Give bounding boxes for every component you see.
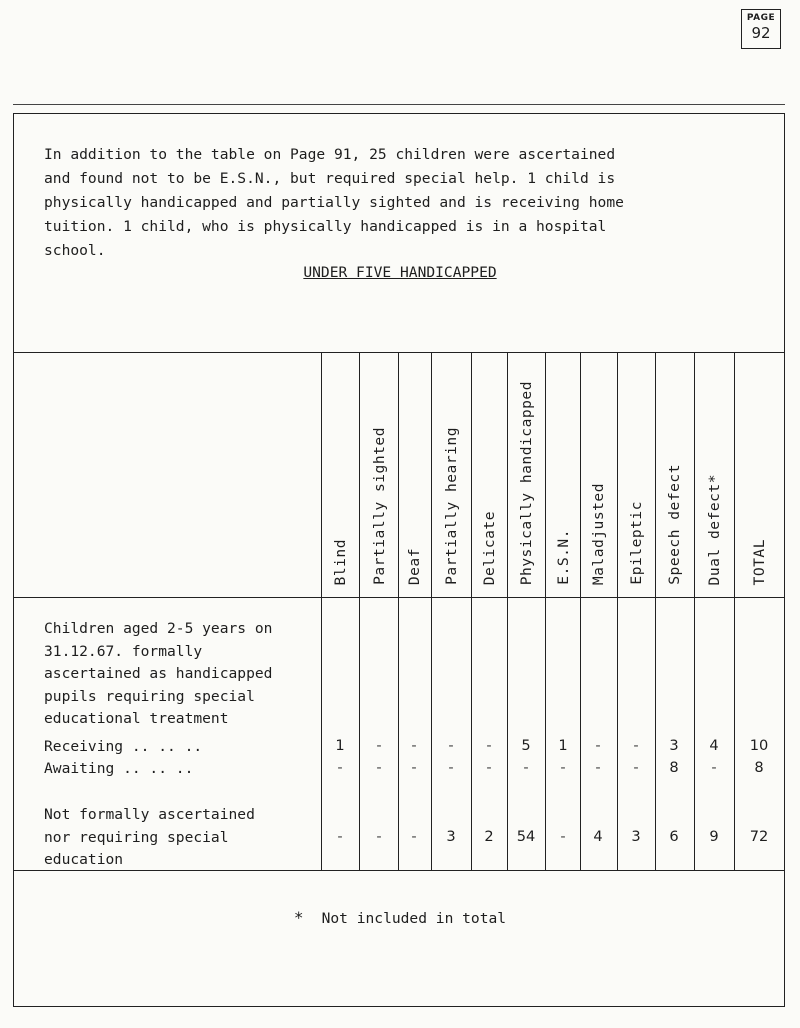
footnote-asterisk: * (293, 908, 304, 927)
row-group-label: Children aged 2-5 years on 31.12.67. formally ascertained as handicapped pupils requiring special educational treatment (44, 620, 273, 728)
table-cell: - (411, 828, 417, 845)
table-cell: - (595, 759, 601, 776)
column-header-label: Epileptic (627, 501, 645, 585)
table-cell: - (448, 737, 454, 754)
row-label-receiving: Receiving .. .. .. (44, 738, 203, 755)
table-cell: 8 (754, 759, 764, 776)
page-number-box (741, 9, 781, 49)
column-header-label: Dual defect* (705, 473, 723, 585)
table-cell: - (337, 759, 343, 776)
column-header-label: Blind (331, 538, 349, 585)
table-top-rule (13, 352, 785, 353)
table-cell: - (411, 737, 417, 754)
column-header-label: E.S.N. (554, 529, 572, 585)
column-header (469, 363, 509, 585)
footnote-text: Not included in total (321, 910, 507, 927)
column-header (320, 363, 360, 585)
page-number: 92 (751, 24, 771, 42)
table-cell: - (411, 759, 417, 776)
table-cell: 1 (558, 737, 568, 754)
table-cell: 54 (516, 828, 536, 845)
table-cell: - (448, 759, 454, 776)
table-cell: - (560, 759, 566, 776)
table-cell: 3 (446, 828, 456, 845)
table-cell: - (523, 759, 529, 776)
column-header (616, 363, 656, 585)
column-header (543, 363, 583, 585)
header-bottom-rule (13, 597, 785, 598)
table-cell: 8 (669, 759, 679, 776)
table-cell: - (560, 828, 566, 845)
table-cell: 3 (631, 828, 641, 845)
table-cell: 1 (335, 737, 345, 754)
column-header (431, 363, 471, 585)
table-cell: 6 (669, 828, 679, 845)
footnote (0, 908, 800, 927)
column-header-label: Deaf (405, 547, 423, 585)
table-cell: - (337, 828, 343, 845)
column-header-label: Physically handicapped (517, 380, 535, 585)
row-label-not-ascertained: Not formally ascertained nor requiring special education (44, 806, 255, 869)
column-header (394, 363, 434, 585)
section-heading: UNDER FIVE HANDICAPPED (303, 264, 497, 281)
table-cell: 4 (709, 737, 719, 754)
intro-paragraph: In addition to the table on Page 91, 25 children were ascertained and found not to be E.S.N., but required special help. 1 child is physically handicapped and partially sighted and is receiving home tuition. 1 child, who is physically handicapped is in a hospital school. (44, 146, 624, 259)
row-label-awaiting: Awaiting .. .. .. (44, 760, 194, 777)
table-cell: - (376, 759, 382, 776)
column-header (506, 363, 546, 585)
table-cell: - (633, 737, 639, 754)
table-cell: 10 (749, 737, 769, 754)
column-divider (734, 353, 735, 871)
column-header (739, 363, 779, 585)
table-cell: 72 (749, 828, 769, 845)
table-cell: 2 (484, 828, 494, 845)
column-header (694, 363, 734, 585)
table-cell: - (486, 759, 492, 776)
table-cell: - (633, 759, 639, 776)
table-cell: 3 (669, 737, 679, 754)
table-cell: - (376, 828, 382, 845)
table-cell: - (595, 737, 601, 754)
table-cell: - (376, 737, 382, 754)
column-header-label: Partially sighted (370, 427, 388, 585)
table-cell: 4 (593, 828, 603, 845)
column-header (359, 363, 399, 585)
column-header-label: Partially hearing (442, 427, 460, 585)
column-header-label: TOTAL (750, 538, 768, 585)
column-header (578, 363, 618, 585)
table-cell: 5 (521, 737, 531, 754)
table-cell: - (711, 759, 717, 776)
column-header-label: Delicate (480, 510, 498, 585)
column-header-label: Maladjusted (589, 482, 607, 585)
top-rule (13, 104, 785, 105)
page-label: PAGE (746, 13, 776, 23)
table-cell: - (486, 737, 492, 754)
table-cell: 9 (709, 828, 719, 845)
column-header-label: Speech defect (665, 464, 683, 585)
column-header (654, 363, 694, 585)
